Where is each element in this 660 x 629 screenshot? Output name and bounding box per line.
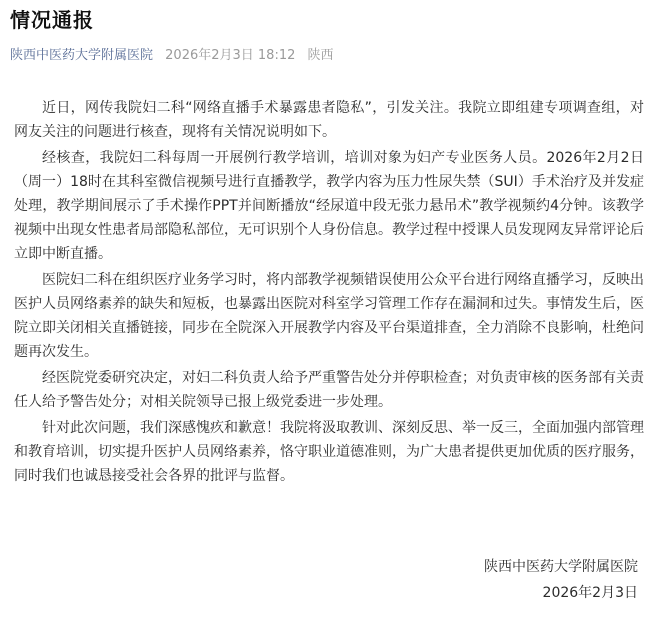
publish-location: 陕西 <box>307 48 334 63</box>
body-paragraph-1: 近日，网传我院妇二科“网络直播手术暴露患者隐私”，引发关注。我院立即组建专项调查组，对网友关注的问题进行核查，现将有关情况说明如下。 <box>14 100 644 140</box>
article-meta <box>10 46 334 66</box>
publish-date: 2026年2月3日 18:12 <box>165 48 296 63</box>
body-paragraph-2: 经核查，我院妇二科每周一开展例行教学培训，培训对象为妇产专业医务人员。2026年2月2日（周一）18时在其科室微信视频号进行直播教学，教学内容为压力性尿失禁（SUI）手术治疗及并发症处理，教学期间展示了手术操作PPT并间断播放“经尿道中段无张力悬吊术”教学视频约4分钟。该教学视频中出现女性患者局部隐私部位，无可识别个人身份信息。教学过程中授课人员发现网友异常评论后立即中断直播。 <box>14 150 644 262</box>
body-paragraph-4: 经医院党委研究决定，对妇二科负责人给予严重警告处分并停职检查；对负责审核的医务部有关责任人给予警告处分；对相关院领导已报上级党委进一步处理。 <box>14 370 644 410</box>
signature-block <box>484 554 638 606</box>
signature-date: 2026年2月3日 <box>542 585 638 601</box>
body-paragraph-3: 医院妇二科在组织医疗业务学习时，将内部教学视频错误使用公众平台进行网络直播学习，反映出医护人员网络素养的缺失和短板，也暴露出医院对科室学习管理工作存在漏洞和过失。事情发生后，医院立即关闭相关直播链接，同步在全院深入开展教学内容及平台渠道排查，全力消除不良影响，杜绝问题再次发生。 <box>14 272 644 360</box>
signature-org: 陕西中医药大学附属医院 <box>484 559 638 575</box>
body-paragraph-5: 针对此次问题，我们深感愧疚和歉意！我院将汲取教训、深刻反思、举一反三，全面加强内部管理和教育培训，切实提升医护人员网络素养，恪守职业道德准则，为广大患者提供更加优质的医疗服务，同时我们也诚恳接受社会各界的批评与监督。 <box>14 420 644 484</box>
page-title: 情况通报 <box>10 8 94 32</box>
article-body <box>14 96 644 490</box>
source-account-link[interactable]: 陕西中医药大学附属医院 <box>10 48 154 63</box>
